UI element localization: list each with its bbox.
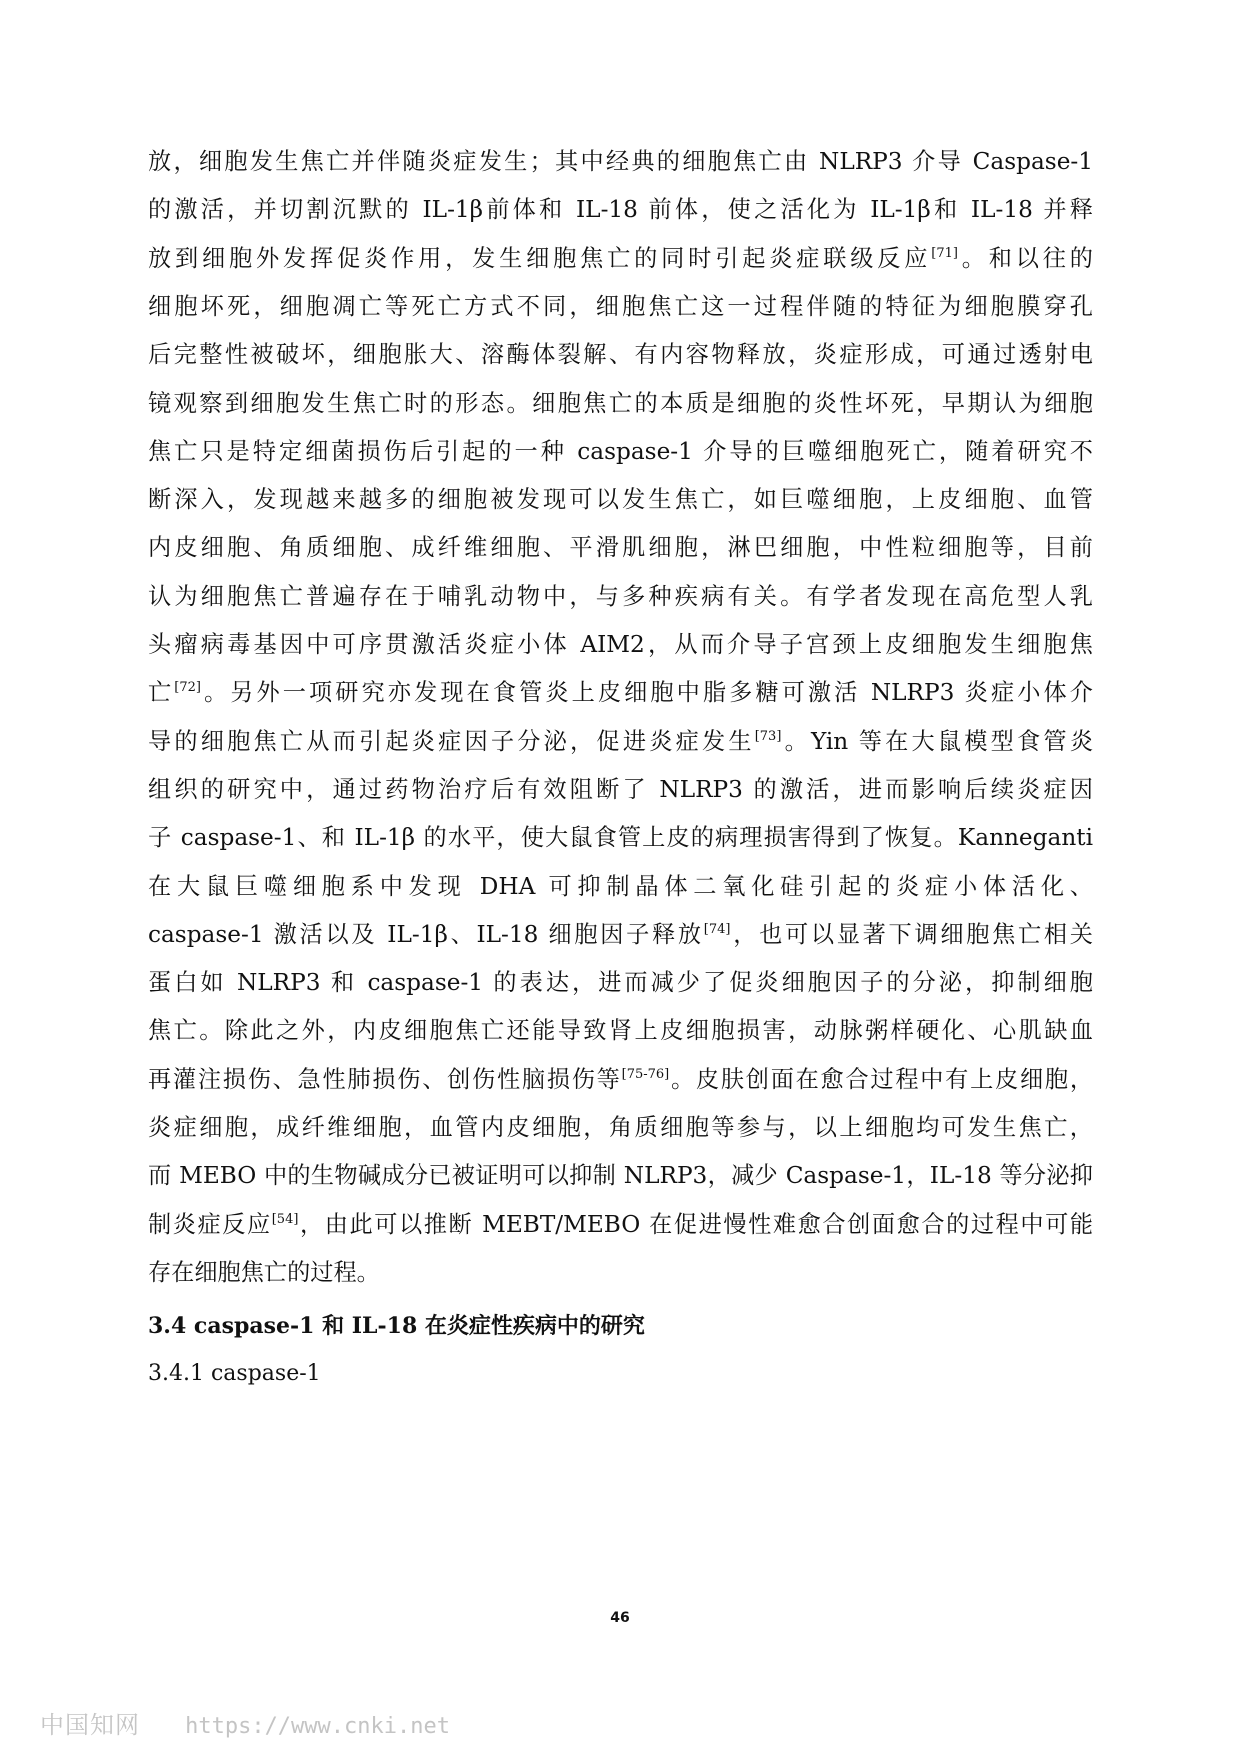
body-line <box>148 963 1093 1003</box>
body-line-text-after: 。Yin 等在大鼠模型食管炎 <box>781 728 1094 755</box>
body-line-text: 在大鼠巨噬细胞系中发现 DHA 可抑制晶体二氧化硅引起的炎症小体活化、 <box>148 873 1093 900</box>
body-line-text: 内皮细胞、角质细胞、成纤维细胞、平滑肌细胞，淋巴细胞，中性粒细胞等，目前 <box>148 534 1093 561</box>
citation-superscript: [54] <box>271 1212 299 1227</box>
body-line-text: 认为细胞焦亡普遍存在于哺乳动物中，与多种疾病有关。有学者发现在高危型人乳 <box>148 583 1093 610</box>
body-line-text: 存在细胞焦亡的过程。 <box>148 1259 380 1286</box>
citation-superscript: [75-76] <box>621 1067 670 1082</box>
body-line-text-after: 。皮肤创面在愈合过程中有上皮细胞， <box>669 1066 1094 1093</box>
body-line <box>148 577 1093 617</box>
citation-superscript: [73] <box>754 729 782 744</box>
body-line <box>148 625 1093 665</box>
body-line-text: 焦亡。除此之外，内皮细胞焦亡还能导致肾上皮细胞损害，动脉粥样硬化、心肌缺血 <box>148 1017 1093 1044</box>
body-line <box>148 722 1093 762</box>
body-line <box>148 915 1093 955</box>
body-line-text: 放，细胞发生焦亡并伴随炎症发生；其中经典的细胞焦亡由 NLRP3 介导 Caspase-1 <box>148 148 1093 175</box>
page-number: 46 <box>610 1610 630 1626</box>
body-line <box>148 867 1093 907</box>
body-line <box>148 1205 1093 1245</box>
body-line <box>148 818 1093 858</box>
body-line <box>148 142 1093 182</box>
body-line <box>148 335 1093 375</box>
body-line <box>148 528 1093 568</box>
body-line-text: 再灌注损伤、急性肺损伤、创伤性脑损伤等 <box>148 1066 622 1093</box>
body-line <box>148 673 1093 713</box>
body-line-text: 炎症细胞，成纤维细胞，血管内皮细胞，角质细胞等参与，以上细胞均可发生焦亡， <box>148 1114 1093 1141</box>
body-line-text-after: ，由此可以推断 MEBT/MEBO 在促进慢性难愈合创面愈合的过程中可能 <box>298 1211 1094 1238</box>
citation-superscript: [74] <box>703 922 731 937</box>
body-line-text-after: 。和以往的 <box>957 245 1093 272</box>
body-line-text: 放到细胞外发挥促炎作用，发生细胞焦亡的同时引起炎症联级反应 <box>148 245 932 272</box>
body-line <box>148 1156 1093 1196</box>
body-line <box>148 239 1093 279</box>
body-line <box>148 480 1093 520</box>
body-line-text: 制炎症反应 <box>148 1211 272 1238</box>
body-line <box>148 770 1093 810</box>
body-line-text: 蛋白如 NLRP3 和 caspase-1 的表达，进而减少了促炎细胞因子的分泌，抑制细胞 <box>148 969 1093 996</box>
body-line-text: 细胞坏死，细胞凋亡等死亡方式不同，细胞焦亡这一过程伴随的特征为细胞膜穿孔 <box>148 293 1093 320</box>
body-line-text: 亡 <box>148 679 175 706</box>
body-line-text: 的激活，并切割沉默的 IL-1β前体和 IL-18 前体，使之活化为 IL-1β和 IL-18 并释 <box>148 196 1093 223</box>
body-line-text-after: ，也可以显著下调细胞焦亡相关 <box>730 921 1093 948</box>
body-line <box>148 1253 1093 1293</box>
body-line-text: 而 MEBO 中的生物碱成分已被证明可以抑制 NLRP3，减少 Caspase-1，IL-18 等分泌抑 <box>148 1162 1093 1189</box>
subsection-heading: 3.4.1 caspase-1 <box>148 1361 321 1386</box>
body-line <box>148 1011 1093 1051</box>
body-line <box>148 384 1093 424</box>
body-line <box>148 432 1093 472</box>
body-line <box>148 287 1093 327</box>
watermark-name: 中国知网 <box>40 1711 140 1739</box>
cnki-watermark <box>40 1708 450 1742</box>
body-line-text: 组织的研究中，通过药物治疗后有效阻断了 NLRP3 的激活，进而影响后续炎症因 <box>148 776 1093 803</box>
section-heading: 3.4 caspase-1 和 IL-18 在炎症性疾病中的研究 <box>148 1313 645 1339</box>
body-line-text-after: 。另外一项研究亦发现在食管炎上皮细胞中脂多糖可激活 NLRP3 炎症小体介 <box>200 679 1093 706</box>
body-line <box>148 1060 1093 1100</box>
body-line <box>148 1108 1093 1148</box>
body-line-text: caspase-1 激活以及 IL-1β、IL-18 细胞因子释放 <box>148 921 704 948</box>
body-line-text: 头瘤病毒基因中可序贯激活炎症小体 AIM2，从而介导子宫颈上皮细胞发生细胞焦 <box>148 631 1093 658</box>
body-line-text: 镜观察到细胞发生焦亡时的形态。细胞焦亡的本质是细胞的炎性坏死，早期认为细胞 <box>148 390 1093 417</box>
body-line-text: 焦亡只是特定细菌损伤后引起的一种 caspase-1 介导的巨噬细胞死亡，随着研究不 <box>148 438 1093 465</box>
watermark-url: https://www.cnki.net <box>185 1714 450 1739</box>
citation-superscript: [72] <box>174 680 201 695</box>
body-line-text: 子 caspase-1、和 IL-1β 的水平，使大鼠食管上皮的病理损害得到了恢复。Kanneganti <box>148 824 1093 851</box>
body-line <box>148 190 1093 230</box>
citation-superscript: [71] <box>931 246 958 261</box>
body-line-text: 断深入，发现越来越多的细胞被发现可以发生焦亡，如巨噬细胞，上皮细胞、血管 <box>148 486 1093 513</box>
body-line-text: 后完整性被破坏，细胞胀大、溶酶体裂解、有内容物释放，炎症形成，可通过透射电 <box>148 341 1093 368</box>
body-line-text: 导的细胞焦亡从而引起炎症因子分泌，促进炎症发生 <box>148 728 755 755</box>
